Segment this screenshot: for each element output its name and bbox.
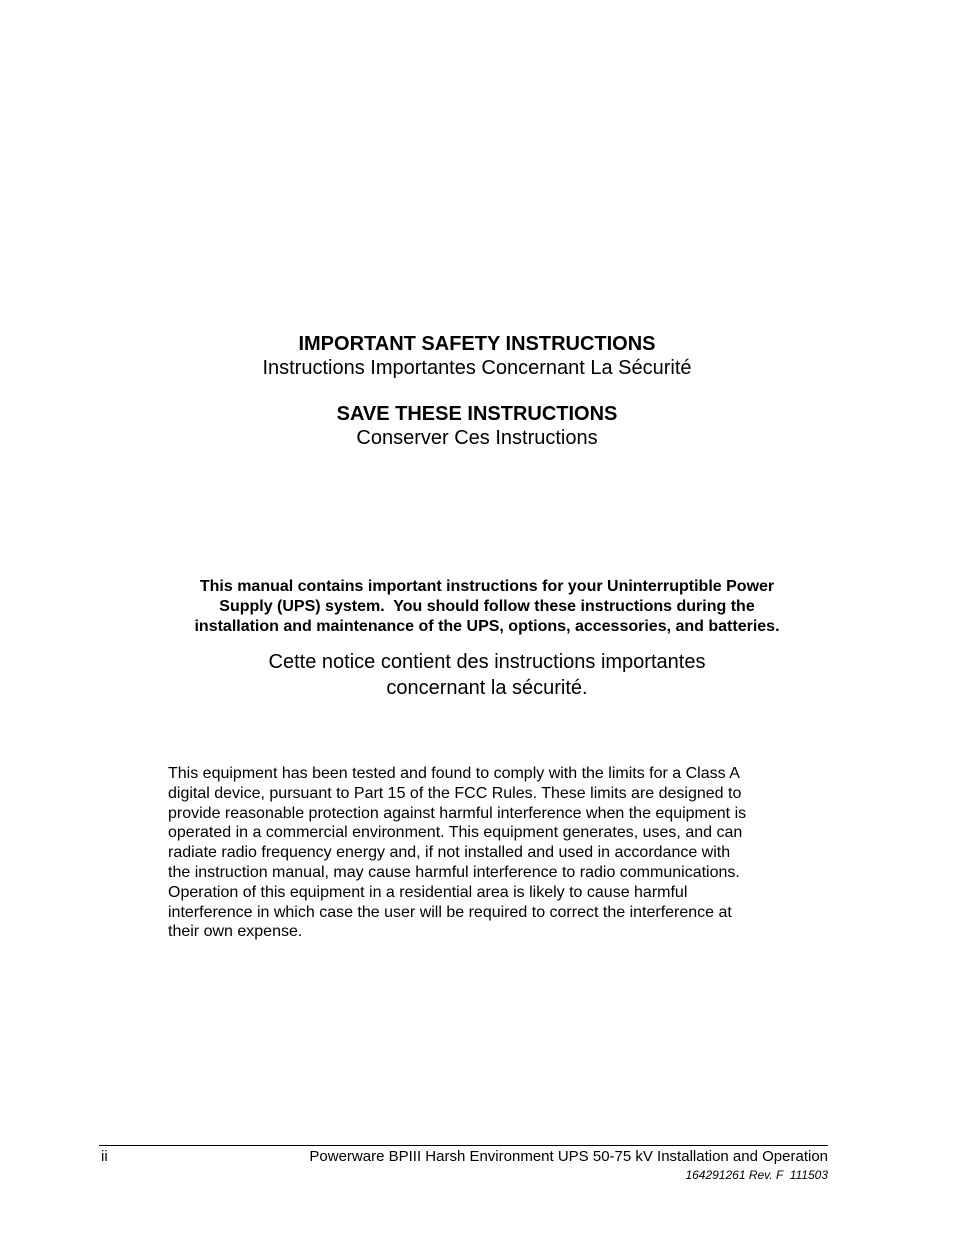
save-title-fr: Conserver Ces Instructions: [356, 427, 598, 449]
fcc-line: digital device, pursuant to Part 15 of the FCC Rules. These limits are designed to: [168, 784, 742, 802]
fcc-line: Operation of this equipment in a residential area is likely to cause harmful: [168, 883, 688, 901]
fcc-line: radiate radio frequency energy and, if not installed and used in accordance with: [168, 844, 731, 862]
footer-divider: [99, 1145, 828, 1146]
footer-document-number: 164291261 Rev. F 111503: [685, 1168, 828, 1182]
save-heading-block: [0, 402, 954, 450]
safety-heading-block: [0, 332, 954, 380]
manual-notice-line: Supply (UPS) system. You should follow these instructions during the: [219, 598, 755, 615]
footer-document-title: Powerware BPIII Harsh Environment UPS 50-75 kV Installation and Operation: [309, 1148, 828, 1165]
fcc-compliance-statement: [168, 764, 808, 942]
manual-notice-fr: [160, 649, 814, 701]
fcc-line: This equipment has been tested and found to comply with the limits for a Class A: [168, 765, 740, 782]
safety-title-fr: Instructions Importantes Concernant La Sécurité: [262, 357, 692, 379]
fcc-line: their own expense.: [168, 923, 303, 941]
manual-notice-line: This manual contains important instructions for your Uninterruptible Power: [199, 578, 775, 595]
manual-notice-fr-line: Cette notice contient des instructions importantes: [268, 651, 706, 673]
safety-title-en: IMPORTANT SAFETY INSTRUCTIONS: [298, 333, 656, 355]
page-number: ii: [101, 1148, 108, 1165]
fcc-line: the instruction manual, may cause harmful interference to radio communications.: [168, 863, 740, 881]
fcc-line: interference in which case the user will be required to correct the interference at: [168, 903, 732, 921]
fcc-line: operated in a commercial environment. This equipment generates, uses, and can: [168, 824, 743, 842]
save-title-en: SAVE THESE INSTRUCTIONS: [336, 403, 618, 425]
manual-notice-line: installation and maintenance of the UPS, options, accessories, and batteries.: [194, 618, 780, 635]
manual-notice-en: [160, 577, 814, 637]
fcc-line: provide reasonable protection against harmful interference when the equipment is: [168, 804, 747, 822]
manual-notice-fr-line: concernant la sécurité.: [386, 677, 588, 699]
